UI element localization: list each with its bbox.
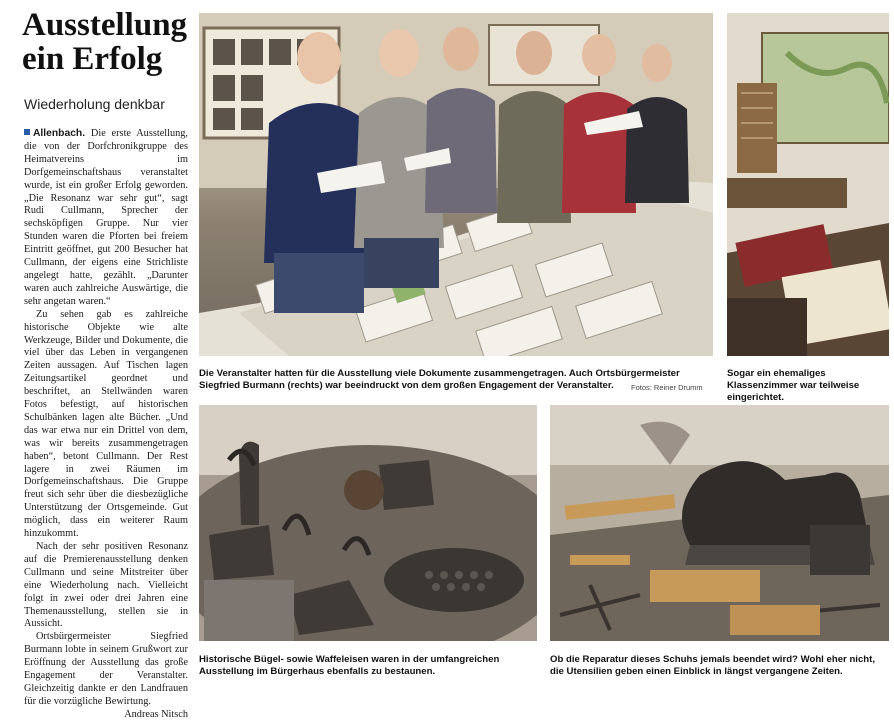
article-paragraph xyxy=(24,128,188,309)
article-location: Allenbach. xyxy=(33,128,86,139)
subheadline: Wiederholung denkbar xyxy=(24,96,165,112)
paragraph-text: Die erste Ausstellung, die von der Dorfchronikgruppe des Heimatvereins im Dorfgemeinschaftshaus veranstaltet wurde, ist ein großer Erfolg geworden. „Die Resonanz war sehr gut“, sagt Rudi Cullmann, Sprecher der sechsköpfigen Gruppe. Nur vier Stunden waren die Pforten bei freiem Eintritt geöffnet, gut 200 Besucher hat Cullmann, der eigens eine Strichliste angelegt hatte, gezählt. „Darunter waren auch zahlreiche Auswärtige, die sehr angetan waren.“ xyxy=(24,128,189,307)
author-byline: Andreas Nitsch xyxy=(124,708,188,720)
article-paragraph: Zu sehen gab es zahlreiche historische Objekte wie alte Werkzeuge, Bilder und Dokumente, die viel über das Leben in vergangenen Zeiten aussagen. Auf Tischen lagen Zeitungsartikel geordnet und beschriftet, an Stellwänden waren Fotos befestigt, auf historischen Schulbänken lagen alte Bücher. „Und das war etwa nur ein Drittel von dem, was wir bereits zusammengetragen haben“, betont Cullmann. Der Rest lagere in zwei Räumen im Dorfgemeinschaftshaus. Die Gruppe freut sich sehr über die diesbezügliche Unterstützung der Ortsgemeinde. Gut möglich, dass ein weiterer Raum hinzukommt. xyxy=(24,308,188,540)
photo-organizers-illustration xyxy=(199,13,713,356)
headline: Ausstellung ein Erfolg xyxy=(22,7,188,77)
photo-organizers xyxy=(199,13,713,356)
article-paragraph: Ortsbürgermeister Siegfried Burmann lobte in seinem Grußwort zur Eröffnung der Ausstellung das große Engagement der Veranstalter. Gleichzeitig dankte er den Landfrauen für die vorzügliche Bewirtung. xyxy=(24,631,188,707)
location-marker-icon xyxy=(24,129,30,135)
photo-irons-caption: Historische Bügel- sowie Waffeleisen waren in der umfangreichen Ausstellung im Bürgerhaus ebenfalls zu bestaunen. xyxy=(199,654,500,677)
photo-shoe-illustration xyxy=(550,405,889,641)
photo-credit: Fotos: Reiner Drumm xyxy=(631,383,703,392)
photo-irons xyxy=(199,405,537,641)
photo-classroom-caption: Sogar ein ehemaliges Klassenzimmer war teilweise eingerichtet. xyxy=(727,368,860,403)
photo-classroom-illustration xyxy=(727,13,889,356)
article-paragraph: Nach der sehr positiven Resonanz auf die Premierenausstellung denken Cullmann und seine Mitstreiter über eine Wiederholung nach. Vielleicht folgt in zwei oder drei Jahren eine Themenausstellung, stellen sie in Aussicht. xyxy=(24,541,188,630)
photo-organizers-caption: Die Veranstalter hatten für die Ausstellung viele Dokumente zusammengetragen. Auch Ortsbürgermeister Siegfried Burmann (rechts) war beeindruckt von dem großen Engagement der Veranstalter. xyxy=(199,368,680,391)
article-body xyxy=(24,128,188,722)
photo-shoe-caption: Ob die Reparatur dieses Schuhs jemals beendet wird? Wohl eher nicht, die Utensilien geben einen Einblick in längst vergangene Zeiten. xyxy=(550,654,876,677)
photo-irons-illustration xyxy=(199,405,537,641)
photo-shoe xyxy=(550,405,889,641)
photo-classroom xyxy=(727,13,889,356)
